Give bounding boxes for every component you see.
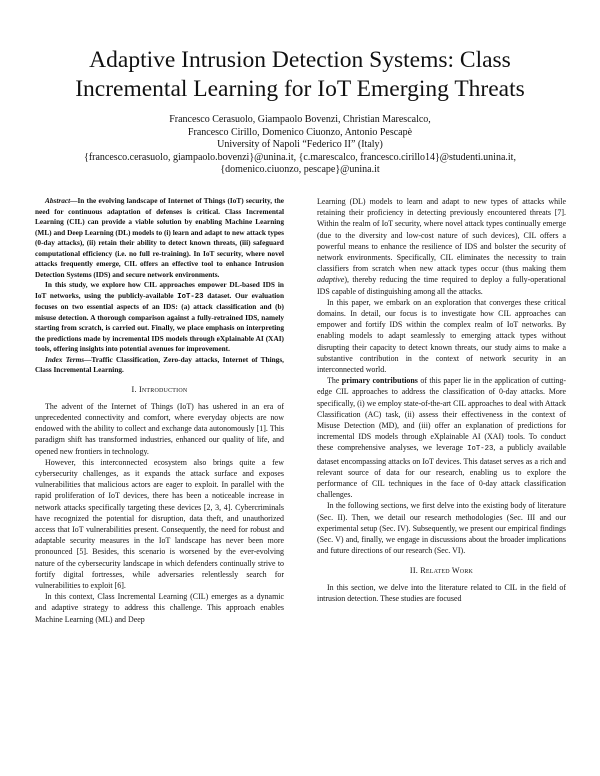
intro-paragraph-7: In the following sections, we first delve into the existing body of literature (Sec. II). Then, we detail our research methodologies (Sec. III and our experimental setup (Sec. IV). Subsequently, we present our empirical findings (Sec. V) and, finally, we engage in discussions about the broader implications and future directions of our research (Sec. VI). bbox=[317, 501, 566, 556]
intro-paragraph-5: In this paper, we embark on an exploration that converges these critical domains. In detail, our focus is to investigate how CIL approaches can empower and fortify IDS within the complex realm of IoT networks. By enabling models to adapt seamlessly to emerging attack types without disrupting their capacity to detect known threats, our study aims to make a substantive contribution in the context of network security in an interconnected world. bbox=[317, 297, 566, 375]
intro-paragraph-3: In this context, Class Incremental Learning (CIL) emerges as a dynamic and adaptive strategy to address this challenge. This approach enables Machine Learning (ML) and Deep bbox=[35, 592, 284, 624]
intro-paragraph-contributions: The primary contributions of this paper lie in the application of cutting-edge CIL approaches to address the classification of 0-day attacks. More specifically, (i) we employ state-of-the-art CIL approaches to deal with Attack Classification (AC) task, (ii) assess their effectiveness in the context of Misuse Detection (MD), and (iii) offer an explanation of predictions for incremental IDS models through eXplainable AI (XAI) tools. To conduct these comprehensive analyses, we leverage IoT-23, a publicly available dataset encompassing attacks on IoT devices. This dataset serves as a rich and relevant source of data for our research, enabling us to explore the performance of CIL techniques in the face of 0-day attack classification challenges. bbox=[317, 376, 566, 500]
abstract-paragraph-1: Abstract—In the evolving landscape of Internet of Things (IoT) security, the need for continuous adaptation of defenses is critical. Class Incremental Learning (CIL) can provide a viable solution by enabling Machine Learning (ML) and Deep Learning (DL) models to (i) learn and adapt to new attack types (0-day attacks), (ii) retain their ability to detect known threats, (iii) safeguard computational efficiency (i.e. no full re-training). In IoT security, where novel attacks frequently emerge, CIL offers an effective tool to enhance Intrusion Detection Systems (IDS) and secure network environments. bbox=[35, 196, 284, 279]
authors-line-2: Francesco Cirillo, Domenico Ciuonzo, Antonio Pescapè bbox=[187, 126, 413, 138]
emails-line-1: {francesco.cerasuolo, giampaolo.bovenzi}@unina.it, {c.marescalco, francesco.cirillo14}@studenti.unina.it, bbox=[84, 151, 516, 163]
section-heading-related-work: II. Related Work bbox=[409, 565, 474, 575]
intro-paragraph-4: Learning (DL) models to learn and adapt to new types of attacks while retaining their proficiency in detecting previously encountered threats [7]. Within the realm of IoT security, where novel attack types continually emerge (due to the diversity and low-cost nature of such devices), CIL offers a powerful means to enhance the resilience of IDS and bolster the security of network environments. Specifically, CIL eliminates the necessity to train classifiers from scratch when new attack types occur (thus making them adaptive), thereby reducing the time required to deploy a fully-operational IDS capable of distinguishing among all the attacks. bbox=[317, 197, 566, 296]
emails-line-2: {domenico.ciuonzo, pescape}@unina.it bbox=[220, 164, 380, 175]
section-heading-introduction: I. Introduction bbox=[131, 384, 188, 394]
abstract bbox=[35, 196, 284, 376]
left-column bbox=[35, 196, 284, 625]
intro-paragraph-2: However, this interconnected ecosystem also brings quite a few cybersecurity challenges, as it expands the attack surface and exposes vulnerabilities that malicious actors are eager to exploit. In parallel with the rapid proliferation of IoT devices, there has been a noticeable increase in network attacks specifically targeting these devices [2, 3, 4]. Cybercriminals have recognized the potential for disruption, data theft, and unauthorized access that IoT vulnerabilities present. Consequently, the need for robust and adaptable security measures in the IoT landscape has never been more pronounced [5]. Besides, this scenario is worsened by the ever-evolving nature of the cybersecurity landscape in which defenders continually strive to fortify digital fortresses, while adversaries relentlessly search for vulnerabilities to exploit [6]. bbox=[35, 457, 284, 590]
related-paragraph-1: In this section, we delve into the literature related to CIL in the field of intrusion detection. These studies are focused bbox=[317, 582, 566, 603]
intro-paragraph-1: The advent of the Internet of Things (IoT) has ushered in an era of unprecedented connectivity and comfort, where everyday objects are now endowed with the ability to collect and exchange data autonomously [1]. This paradigm shift has transformed industries, enhanced our quality of life, and opened new frontiers in technology. bbox=[35, 401, 284, 456]
paper-title: Adaptive Intrusion Detection Systems: Class Incremental Learning for IoT Emerging Threats bbox=[75, 47, 525, 102]
affiliation: University of Napoli “Federico II” (Italy) bbox=[217, 139, 383, 150]
right-column bbox=[317, 196, 566, 604]
authors-line-1: Francesco Cerasuolo, Giampaolo Bovenzi, Christian Marescalco, bbox=[169, 114, 431, 125]
abstract-paragraph-2: In this study, we explore how CIL approaches empower DL-based IDS in IoT networks, using the publicly-available IoT-23 dataset. Our evaluation focuses on two essential aspects of an IDS: (a) attack classification and (b) misuse detection. A thorough comparison against a fully-retrained IDS, namely starting from scratch, is carried out. Finally, we place emphasis on interpreting the predictions made by incremental IDS models through eXplainable AI (XAI) tools, offering insights into potential avenues for improvement. bbox=[35, 280, 284, 353]
author-block bbox=[60, 114, 540, 177]
index-terms: Index Terms—Traffic Classification, Zero-day attacks, Internet of Things, Class Incremental Learning. bbox=[35, 354, 284, 374]
